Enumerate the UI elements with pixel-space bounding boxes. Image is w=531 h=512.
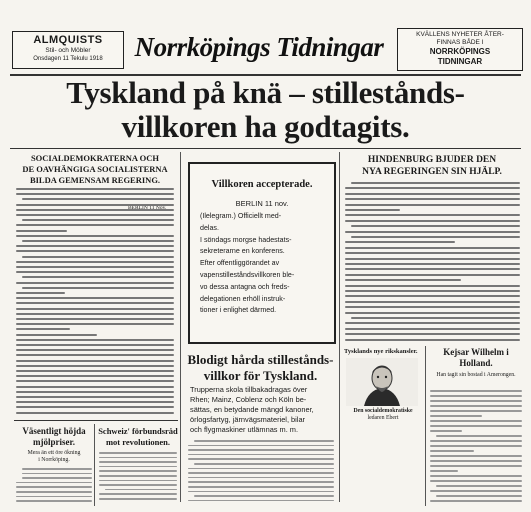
text-line [16,209,174,211]
text-line [16,412,174,414]
main-headline-line2: villkoren ha godtagits. [121,109,410,144]
bottom-left-rule [14,420,178,421]
center-lead-line: sättas, en betydande mängd kanoner, [190,405,314,414]
right-headline-line1: HINDENBURG BJUDER DEN [367,155,497,165]
center-article-headline [183,352,338,384]
text-line [16,323,174,325]
text-line [194,440,334,442]
text-line [345,295,520,297]
text-line [16,334,97,336]
text-line [16,328,70,330]
text-line [351,236,520,238]
text-line [194,463,334,465]
portrait-caption-line: ledaren Ebert [367,415,399,421]
text-line [345,263,520,265]
announcement-line: Efter offentliggörandet av [200,259,280,268]
text-line [430,420,522,422]
bottom-left-subhead [14,450,94,464]
text-line [16,339,174,341]
text-line [99,457,177,459]
text-line [99,452,177,454]
text-line [16,318,174,320]
center-article-lead [190,385,336,435]
text-line [22,473,92,475]
text-line [345,247,520,249]
column-divider-left [180,152,181,502]
text-line [345,290,520,292]
text-line [16,406,174,408]
text-line [188,477,334,479]
main-headline [4,76,527,144]
text-line [345,306,520,308]
right-headline-line2: NYA REGERINGEN SIN HJÄLP. [362,167,502,177]
text-line [22,477,92,479]
text-line [22,287,174,289]
text-line [188,468,334,470]
text-line [430,390,522,392]
text-line [16,282,174,284]
text-line [16,204,174,206]
text-line [16,380,174,382]
text-line [99,475,177,477]
kaiser-headline-line2: Holland. [459,358,493,368]
text-line [22,219,174,221]
text-line [16,193,174,195]
text-line [16,313,174,315]
text-line [22,256,174,258]
text-line [16,360,174,362]
announcement-line: I söndags morgse hadestats- [200,235,292,244]
text-line [430,470,458,472]
text-line [99,493,177,495]
text-line [351,182,520,184]
text-line [345,209,400,211]
text-line [22,276,174,278]
text-line [16,344,174,346]
text-line [188,472,334,474]
announcement-line: delegationen erhöll instruk- [200,294,286,303]
bottom-mid-headline-line1: Schweiz' förbundsråd [98,426,178,436]
text-line [16,370,174,372]
text-line [436,485,522,487]
bottom-mid-headline [96,426,180,448]
text-line [188,454,334,456]
text-line [22,198,174,200]
text-line [99,498,177,500]
text-line [188,458,334,460]
text-line [99,480,177,482]
text-line [22,468,92,470]
text-line [436,495,522,497]
text-line [16,292,65,294]
text-line [16,349,174,351]
nameplate: Norrköpings Tidningar [134,32,384,62]
text-line [430,475,522,477]
text-line [188,486,334,488]
text-line [345,231,520,233]
center-lead-line: och flygmaskiner utlämnas m. m. [190,425,299,434]
announcement-line: vapenstilleståndsvillkoren ble- [200,270,295,279]
text-line [16,250,174,252]
text-line [16,230,67,232]
advert-left-title: ALMQUISTS [33,34,103,46]
text-line [345,301,520,303]
text-line [345,333,520,335]
text-line [188,491,334,493]
text-line [345,312,520,314]
bottom-left-headline [14,426,94,448]
left-headline-line1: SOCIALDEMOKRATERNA OCH [30,153,160,163]
advert-box-left [12,31,124,69]
center-lead-line: Rhen; Mainz, Coblenz och Köln be- [190,395,307,404]
bottom-left-sub-line: Mera än ett öre ökning [27,450,81,456]
text-line [345,220,520,222]
kaiser-body [430,390,522,502]
left-headline-line2: DE OAVHÄNGIGA SOCIALISTERNA [22,164,168,174]
issue-date: Onsdagen 11 Tekulu 1918 [33,56,103,62]
main-headline-line1: Tyskland på knä – stillestånds- [66,75,465,110]
text-line [16,386,174,388]
text-line [16,302,174,304]
left-headline-line3: BILDA GEMENSAM REGERING. [29,175,161,185]
portrait-caption-top: Tysklands nye rikskansler. [344,348,418,355]
text-line [16,496,92,498]
right-article-body [345,182,520,344]
advert-box-right [397,28,523,71]
text-line [345,193,520,195]
text-line [16,235,174,237]
text-line [351,317,520,319]
bottom-mid-body [99,452,177,504]
text-line [430,440,522,442]
text-line [16,401,174,403]
bottom-left-sub-line: i Norrköping. [38,457,70,463]
text-line [430,460,522,462]
advert-right-line3: NORRKÖPINGS [429,47,491,56]
text-line [345,252,520,254]
text-line [16,365,174,367]
center-lead-line: örlogsfartyg, järnvägsmateriel, bilar [190,415,306,424]
text-line [351,225,520,227]
text-line [430,465,522,467]
text-line [345,204,520,206]
text-line [16,266,174,268]
center-article-body [188,440,334,502]
text-line [188,449,334,451]
announcement-box [188,162,336,344]
bottom-mid-headline-line2: mot revolutionen. [105,437,171,447]
text-line [16,271,174,273]
text-line [16,391,174,393]
announcement-line: delas. [200,223,219,232]
left-article-body [16,188,174,416]
text-line [16,308,174,310]
advert-right-line2: FINNAS BÅDE I [436,39,484,46]
text-line [105,489,177,491]
text-line [430,405,522,407]
text-line [188,445,334,447]
text-line [345,187,520,189]
text-line [16,482,92,484]
text-line [345,214,520,216]
center-headline-line1: Blodigt hårda stillestånds- [187,352,334,367]
text-line [430,480,522,482]
portrait-caption-bottom [342,408,424,422]
bottom-left-headline-line2: mjölpriser. [33,437,75,447]
bottom-left-body [16,468,92,504]
text-line [430,450,474,452]
text-line [99,466,177,468]
text-line [345,339,520,341]
center-lead-line: Trupperna skola tillbakadragas över [190,385,308,394]
bottom-left-divider [94,424,95,506]
text-line [430,400,522,402]
text-line [22,240,174,242]
center-headline-line2: villkor för Tyskland. [203,368,318,383]
text-line [16,245,174,247]
text-line [16,500,92,502]
text-line [345,328,520,330]
text-line [99,470,177,472]
advert-right-line4: TIDNINGAR [437,57,483,66]
text-line [345,274,520,276]
text-line [16,297,174,299]
announcement-title: Villkoren accepterade. [211,179,313,190]
text-line [430,445,522,447]
text-line [345,198,520,200]
advert-right-line1: KVÄLLENS NYHETER ÅTER- [416,31,504,38]
headline-rule [10,148,521,149]
announcement-line: tioner i enlighet därmed. [200,306,277,315]
portrait-divider [425,346,426,506]
text-line [345,258,520,260]
text-line [430,415,482,417]
portrait-image [346,358,418,406]
text-line [188,481,334,483]
advert-left-subtitle: Stil- och Möbler [45,47,91,54]
text-line [430,490,522,492]
bottom-left-headline-line1: Väsentligt höjda [22,426,86,436]
announcement-dateline: BERLIN 11 nov. [235,199,289,208]
right-article-headline [340,154,524,178]
column-divider-right [339,152,340,502]
text-line [430,430,462,432]
text-line [430,455,522,457]
text-line [345,241,455,243]
kaiser-headline [427,347,525,369]
text-line [16,396,174,398]
portrait-caption-line: Den socialdemokratiske [353,408,413,414]
text-line [16,188,174,190]
announcement-body [200,211,334,317]
left-article-headline [14,153,176,186]
text-line [16,486,92,488]
text-line [436,435,522,437]
text-line [345,279,461,281]
text-line [188,500,334,502]
text-line [99,461,177,463]
kaiser-subhead: Han tagit sin bostad i Amerongen. [436,372,516,378]
text-line [430,410,522,412]
text-line [16,375,174,377]
text-line [99,484,177,486]
text-line [430,395,522,397]
text-line [16,491,92,493]
kaiser-headline-line1: Kejsar Wilhelm i [443,347,509,357]
text-line [194,495,334,497]
text-line [430,500,522,502]
announcement-line: vo dessa antagna och freds- [200,282,290,291]
text-line [345,322,520,324]
text-line [345,268,520,270]
text-line [345,285,520,287]
announcement-line: sekreterarne en konferens. [200,247,285,256]
announcement-line: (Ilelegram.) Officiellt med- [200,212,282,220]
text-line [16,214,174,216]
text-line [430,425,522,427]
text-line [16,354,174,356]
text-line [16,224,174,226]
text-line [16,261,174,263]
